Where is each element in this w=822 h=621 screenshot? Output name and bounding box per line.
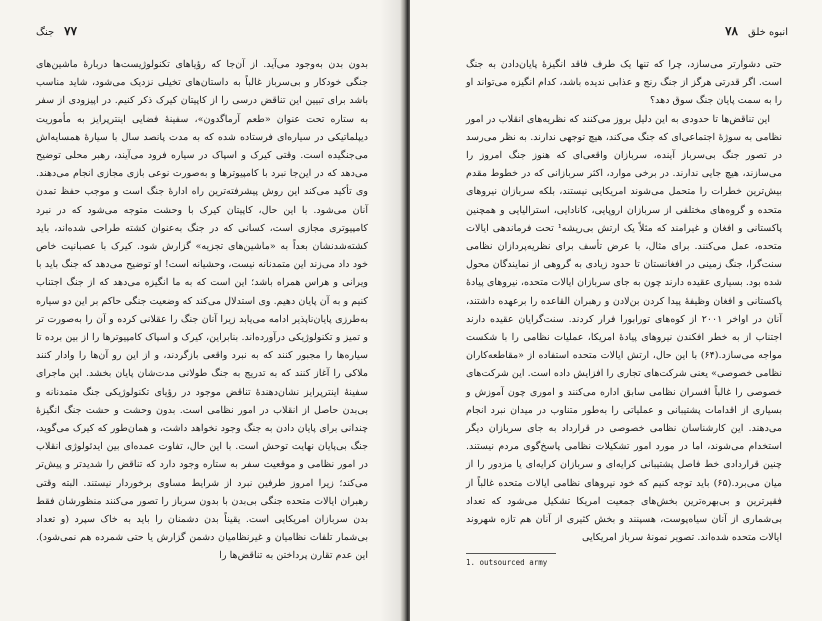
right-paragraph: این تناقض‌ها تا حدودی به این دلیل بروز می‌کنند که نظریه‌های انقلاب در امور نظامی به سوژهٔ اجتماعی‌ای که جنگ می‌کند، هیچ توجهی ندارند. به نظر می‌رسد در تصور جنگ بی‌سرباز آینده، سربازان واقعی‌ای که هنوز جنگ امروز را می‌سازند، هیچ جایی ندارند. در برخی موارد، اکثر سربازانی که در خطوط مقدم بیش‌ترین خطرات را متحمل می‌شوند امریکایی نیستند، بلکه سربازان نیروهای متحده و گروه‌های مختلفی از سربازان اروپایی، کانادایی، استرالیایی و همچنین پاکستانی و افغان و غیرامند که مثلاً یک ارتش بی‌ریشه¹ تحت فرماندهی ایالات متحده، عمل می‌کنند. برای مثال، با عرض تأسف برای نظریه‌پردازان نظامی سنت‌گرا، جنگ زمینی در افغانستان تا حدود زیادی به گروهی از نمایندگان محول شده بود. بسیاری عقیده دارند چون به جای سربازان ایالات متحده، نیروهای پیادهٔ پاکستانی و افغان وظیفهٔ پیدا کردن بن‌لادن و رهبران القاعده را برعهده داشتند، آنان در اواخر ۲۰۰۱ از کوه‌های تورابورا فرار کردند. سنت‌گرایان عقیده دارند اجتناب از به خطر افکندن نیروهای پیادهٔ امریکا، عملیات نظامی را با شکست مواجه می‌سازد.(۶۴) با این حال، ارتش ایالات متحده استفاده از «مقاطعه‌کاران نظامی خصوصی» یعنی شرکت‌های تجاری را افزایش داده است. این شرکت‌های خصوصی را غالباً افسران نظامی سابق اداره می‌کنند و اموری چون آموزش و بسیاری از اقدامات پشتیبانی و عملیاتی را به‌طور متناوب در میدان نبرد انجام می‌دهند. این کارشناسان نظامی خصوصی در قرارداد به جای سربازان دیگر استخدام می‌شوند، اما در مورد امور تشکیلات نظامی پاسخ‌گوی مردم نیستند. چنین قراردادی خط فاصل پشتیبانی کرایه‌ای و سربازان کرایه‌ای یا مزدور را از میان می‌برد.(۶۵) باید توجه کنیم که خود نیروهای نظامی ایالات متحده غالباً از فقیرترین و بی‌بهره‌ترین بخش‌های جمعیت امریکا تشکیل می‌شود که تعداد بی‌شماری از آنان سیاه‌پوست، هسپنند و بخش کثیری از آنان هم تازه شهروند ایالات متحده شده‌اند. تصویر نمونهٔ سرباز امریکایی — [466, 113, 783, 544]
gutter-shadow — [380, 0, 402, 621]
right-page-header — [725, 24, 788, 38]
right-running-title: انبوه خلق — [748, 27, 788, 38]
left-page-header — [36, 24, 77, 38]
right-page — [410, 0, 822, 621]
footnote: 1. outsourced army — [466, 558, 548, 567]
right-page-body — [466, 56, 782, 547]
right-paragraph: حتی دشوارتر می‌سازد، چرا که تنها یک طرف فاقد انگیزهٔ پایان‌دادن به جنگ است. اگر قدرتی هرگز از جنگ رنج و عذابی ندیده باشد، کدام انگیزه می‌تواند او را به سمت پایان جنگ سوق دهد؟ — [466, 59, 782, 107]
left-page — [0, 0, 404, 621]
footnote-rule — [466, 553, 556, 554]
left-page-number: ۷۷ — [64, 24, 78, 38]
left-paragraph: بدون بدن به‌وجود می‌آید. از آن‌جا که رؤیاهای تکنولوژیست‌ها دربارهٔ ماشین‌های جنگی خودکار و بی‌سرباز غالباً به داستان‌های تخیلی نزدیک می‌شود، شاید مناسب باشد برای تبیین این تناقض درسی را از کاپیتان کیرک ذکر کنیم. در اپیزودی از سفر به ستاره تحت عنوان «طعم آرماگدون»، سفینهٔ فضایی اینترپرایز به مأموریت دیپلماتیکی در سیاره‌ای فرستاده شده که به مدت پانصد سال با سیارهٔ همسایه‌اش می‌جنگیده است. وقتی کیرک و اسپاک در سیاره فرود می‌آیند، رهبر محلی توضیح می‌دهد که در این‌جا نبرد با کامپیوترها و به‌صورت نوعی بازی مجازی انجام می‌دهند. وی تأکید می‌کند این روش پیشرفته‌ترین راه ادارهٔ جنگ است و موجب حفظ تمدن آنان می‌شود. با این حال، کاپیتان کیرک با وحشت متوجه می‌شود که در نبرد کامپیوتری مجازی است، کسانی که در جنگ به‌عنوان کشته طراحی شده‌اند، باید کشته‌شدنشان بعداً به «ماشین‌های تجزیه» گزارش شود. کیرک با عصبانیت خاص خود داد می‌زند این متمدنانه نیست، وحشیانه است! او توضیح می‌دهد که جنگ باید با ویرانی و هراس همراه باشد؛ این است که به ما انگیزه می‌دهد که از جنگ اجتناب کنیم و به آن پایان دهیم. وی استدلال می‌کند که وضعیت جنگی حاکم بر این دو سیاره به‌طرزی پایان‌ناپذیر ادامه می‌یابد زیرا آنان جنگ را عقلانی کرده و آن را به‌صورت تر و تمیز و تکنولوژیکی درآورده‌اند. بنابراین، کیرک و اسپاک کامپیوترها را از بین برده تا سیاره‌ها را مجبور کنند که به نبرد واقعی بازگردند، و از این رو آن‌ها را وادار کنند ملاکی را آغاز کنند که به تدریج به جنگ طولانی مدت‌شان پایان بخشد. این ماجرای سفینهٔ اینترپرایز نشان‌دهندهٔ تناقض موجود در رؤیای تکنولوژیکی جنگ متمدنانه و بی‌بدن حاصل از انقلاب در امور نظامی است. بدون وحشت و حشت جنگ انگیزهٔ چندانی برای پایان دادن به جنگ وجود نخواهد داشت، و همان‌طور که کیرک می‌گوید، جنگ بی‌پایان نهایت توحش است. با این حال، تفاوت عمده‌ای بین ایدئولوژی انقلاب در امور نظامی و موقعیت سفر به ستاره وجود دارد که تناقض را شدیدتر و پیش‌تر می‌کند؛ زیرا امروز طرفین نبرد از شرایط مساوی برخوردار نیستند. البته وقتی رهبران ایالات متحده جنگی بی‌بدن با بدون سرباز را تصور می‌کنند منظورشان فقط بدن سربازان امریکایی است. یقیناً بدن دشمنان را باید به خاک سپرد (و تعداد بی‌شمار تلفات نظامیان و غیرنظامیان دشمن گزارش یا حتی شمرده هم نمی‌شود). این عدم تقارن پرداختن به تناقض‌ها را — [36, 59, 368, 562]
left-page-body — [36, 56, 368, 566]
right-page-number: ۷۸ — [725, 24, 738, 38]
left-running-title: جنگ — [36, 27, 55, 38]
